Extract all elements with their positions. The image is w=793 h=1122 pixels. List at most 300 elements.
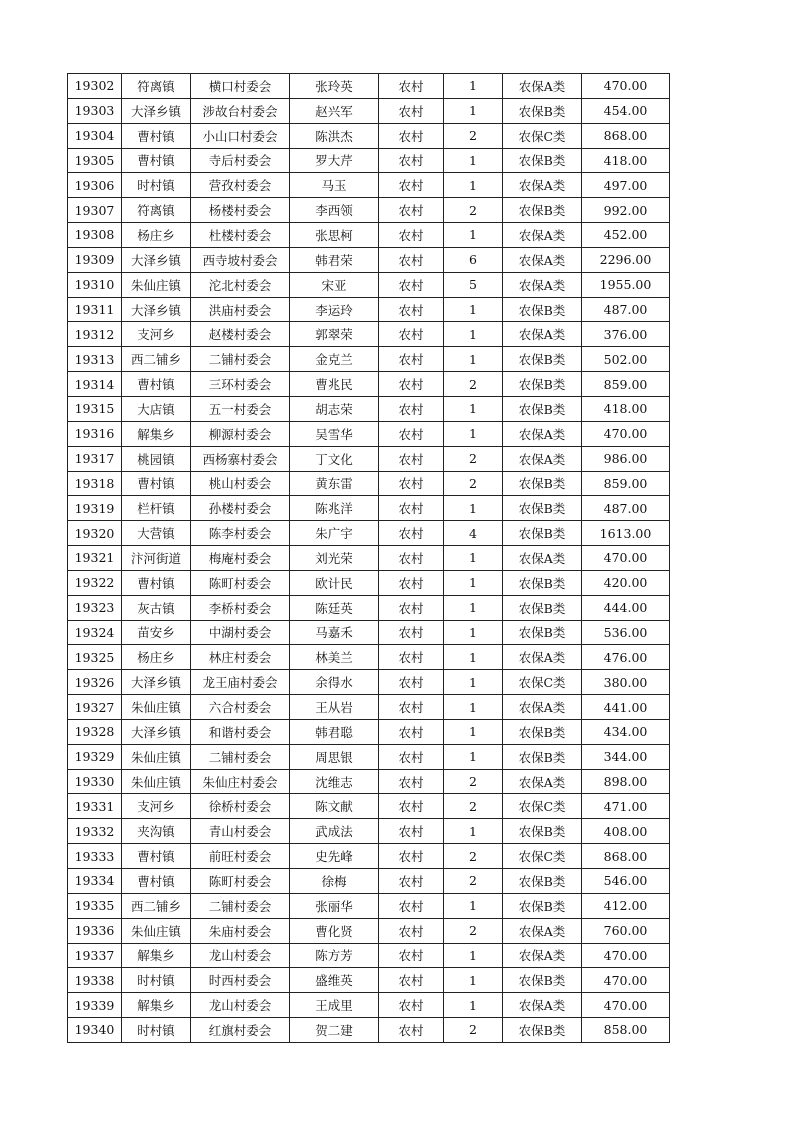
household-count-cell: 2 [444,869,503,894]
town-cell: 曹村镇 [122,123,191,148]
village-committee-cell: 营孜村委会 [191,173,290,198]
record-id-cell: 19311 [68,297,122,322]
record-id-cell: 19318 [68,471,122,496]
table-row [68,521,670,546]
area-type-cell: 农村 [379,496,444,521]
record-id-cell: 19316 [68,421,122,446]
record-id-cell: 19328 [68,719,122,744]
area-type-cell: 农村 [379,993,444,1018]
amount-cell: 452.00 [582,223,670,248]
table-row [68,844,670,869]
table-row [68,546,670,571]
record-id-cell: 19310 [68,272,122,297]
household-count-cell: 1 [444,744,503,769]
table-row [68,968,670,993]
table-row [68,272,670,297]
table-row [68,223,670,248]
household-count-cell: 1 [444,893,503,918]
household-count-cell: 1 [444,695,503,720]
town-cell: 灰古镇 [122,595,191,620]
person-name-cell: 曹兆民 [290,372,379,397]
village-committee-cell: 涉故台村委会 [191,98,290,123]
area-type-cell: 农村 [379,546,444,571]
town-cell: 曹村镇 [122,844,191,869]
household-count-cell: 2 [444,794,503,819]
person-name-cell: 王从岩 [290,695,379,720]
insurance-category-cell: 农保C类 [503,123,582,148]
record-id-cell: 19307 [68,198,122,223]
person-name-cell: 刘光荣 [290,546,379,571]
table-row [68,744,670,769]
record-id-cell: 19323 [68,595,122,620]
amount-cell: 471.00 [582,794,670,819]
town-cell: 曹村镇 [122,471,191,496]
person-name-cell: 黄东雷 [290,471,379,496]
record-id-cell: 19321 [68,546,122,571]
insurance-category-cell: 农保B类 [503,819,582,844]
person-name-cell: 吴雪华 [290,421,379,446]
person-name-cell: 徐梅 [290,869,379,894]
table-row [68,595,670,620]
village-committee-cell: 和谐村委会 [191,719,290,744]
amount-cell: 760.00 [582,918,670,943]
table-row [68,148,670,173]
area-type-cell: 农村 [379,918,444,943]
amount-cell: 546.00 [582,869,670,894]
village-committee-cell: 林庄村委会 [191,645,290,670]
record-id-cell: 19312 [68,322,122,347]
household-count-cell: 4 [444,521,503,546]
area-type-cell: 农村 [379,943,444,968]
table-row [68,719,670,744]
table-row [68,1018,670,1043]
town-cell: 西二铺乡 [122,347,191,372]
village-committee-cell: 桃山村委会 [191,471,290,496]
person-name-cell: 韩君聪 [290,719,379,744]
household-count-cell: 1 [444,819,503,844]
village-committee-cell: 六合村委会 [191,695,290,720]
area-type-cell: 农村 [379,173,444,198]
household-count-cell: 1 [444,173,503,198]
household-count-cell: 1 [444,223,503,248]
record-id-cell: 19340 [68,1018,122,1043]
record-id-cell: 19331 [68,794,122,819]
area-type-cell: 农村 [379,695,444,720]
town-cell: 大泽乡镇 [122,247,191,272]
table-row [68,198,670,223]
village-committee-cell: 二铺村委会 [191,347,290,372]
amount-cell: 470.00 [582,74,670,99]
insurance-category-cell: 农保A类 [503,645,582,670]
household-count-cell: 1 [444,148,503,173]
insurance-category-cell: 农保C类 [503,670,582,695]
village-committee-cell: 陈町村委会 [191,869,290,894]
beneficiary-table [67,73,670,1043]
record-id-cell: 19322 [68,570,122,595]
table-row [68,993,670,1018]
amount-cell: 380.00 [582,670,670,695]
village-committee-cell: 杜楼村委会 [191,223,290,248]
area-type-cell: 农村 [379,446,444,471]
area-type-cell: 农村 [379,769,444,794]
village-committee-cell: 青山村委会 [191,819,290,844]
amount-cell: 434.00 [582,719,670,744]
village-committee-cell: 孙楼村委会 [191,496,290,521]
household-count-cell: 2 [444,769,503,794]
insurance-category-cell: 农保B类 [503,869,582,894]
insurance-category-cell: 农保B类 [503,570,582,595]
household-count-cell: 2 [444,1018,503,1043]
amount-cell: 470.00 [582,993,670,1018]
table-row [68,943,670,968]
village-committee-cell: 前旺村委会 [191,844,290,869]
area-type-cell: 农村 [379,198,444,223]
household-count-cell: 1 [444,943,503,968]
insurance-category-cell: 农保A类 [503,173,582,198]
village-committee-cell: 李桥村委会 [191,595,290,620]
person-name-cell: 宋亚 [290,272,379,297]
town-cell: 夹沟镇 [122,819,191,844]
amount-cell: 470.00 [582,546,670,571]
insurance-category-cell: 农保C类 [503,844,582,869]
record-id-cell: 19335 [68,893,122,918]
household-count-cell: 1 [444,297,503,322]
person-name-cell: 余得水 [290,670,379,695]
table-row [68,173,670,198]
amount-cell: 476.00 [582,645,670,670]
person-name-cell: 林美兰 [290,645,379,670]
table-row [68,893,670,918]
person-name-cell: 陈洪杰 [290,123,379,148]
table-row [68,247,670,272]
record-id-cell: 19314 [68,372,122,397]
person-name-cell: 马玉 [290,173,379,198]
household-count-cell: 1 [444,968,503,993]
town-cell: 符离镇 [122,74,191,99]
area-type-cell: 农村 [379,844,444,869]
village-committee-cell: 横口村委会 [191,74,290,99]
area-type-cell: 农村 [379,148,444,173]
table-row [68,421,670,446]
amount-cell: 497.00 [582,173,670,198]
village-committee-cell: 西寺坡村委会 [191,247,290,272]
village-committee-cell: 五一村委会 [191,396,290,421]
town-cell: 时村镇 [122,173,191,198]
household-count-cell: 1 [444,396,503,421]
insurance-category-cell: 农保A类 [503,695,582,720]
person-name-cell: 盛维英 [290,968,379,993]
amount-cell: 898.00 [582,769,670,794]
area-type-cell: 农村 [379,521,444,546]
record-id-cell: 19306 [68,173,122,198]
record-id-cell: 19313 [68,347,122,372]
insurance-category-cell: 农保A类 [503,993,582,1018]
table-row [68,794,670,819]
area-type-cell: 农村 [379,297,444,322]
table-row [68,297,670,322]
person-name-cell: 陈廷英 [290,595,379,620]
person-name-cell: 胡志荣 [290,396,379,421]
person-name-cell: 周思银 [290,744,379,769]
person-name-cell: 郭翠荣 [290,322,379,347]
insurance-category-cell: 农保B类 [503,297,582,322]
amount-cell: 487.00 [582,496,670,521]
town-cell: 大泽乡镇 [122,670,191,695]
town-cell: 时村镇 [122,968,191,993]
table-row [68,123,670,148]
amount-cell: 418.00 [582,148,670,173]
town-cell: 桃园镇 [122,446,191,471]
household-count-cell: 2 [444,844,503,869]
table-row [68,918,670,943]
table-row [68,74,670,99]
record-id-cell: 19304 [68,123,122,148]
amount-cell: 420.00 [582,570,670,595]
record-id-cell: 19309 [68,247,122,272]
amount-cell: 444.00 [582,595,670,620]
table-row [68,670,670,695]
area-type-cell: 农村 [379,123,444,148]
amount-cell: 487.00 [582,297,670,322]
record-id-cell: 19339 [68,993,122,1018]
village-committee-cell: 杨楼村委会 [191,198,290,223]
household-count-cell: 1 [444,670,503,695]
town-cell: 大店镇 [122,396,191,421]
household-count-cell: 5 [444,272,503,297]
amount-cell: 344.00 [582,744,670,769]
person-name-cell: 罗大芹 [290,148,379,173]
area-type-cell: 农村 [379,347,444,372]
record-id-cell: 19308 [68,223,122,248]
area-type-cell: 农村 [379,893,444,918]
table-row [68,769,670,794]
area-type-cell: 农村 [379,421,444,446]
area-type-cell: 农村 [379,719,444,744]
amount-cell: 1613.00 [582,521,670,546]
record-id-cell: 19302 [68,74,122,99]
insurance-category-cell: 农保B类 [503,496,582,521]
village-committee-cell: 赵楼村委会 [191,322,290,347]
household-count-cell: 6 [444,247,503,272]
area-type-cell: 农村 [379,869,444,894]
record-id-cell: 19330 [68,769,122,794]
insurance-category-cell: 农保A类 [503,247,582,272]
insurance-category-cell: 农保A类 [503,446,582,471]
town-cell: 支河乡 [122,322,191,347]
person-name-cell: 陈方芳 [290,943,379,968]
insurance-category-cell: 农保A类 [503,272,582,297]
town-cell: 大泽乡镇 [122,98,191,123]
village-committee-cell: 二铺村委会 [191,893,290,918]
household-count-cell: 2 [444,471,503,496]
area-type-cell: 农村 [379,223,444,248]
person-name-cell: 朱广宇 [290,521,379,546]
record-id-cell: 19338 [68,968,122,993]
area-type-cell: 农村 [379,471,444,496]
person-name-cell: 马嘉禾 [290,620,379,645]
area-type-cell: 农村 [379,570,444,595]
town-cell: 解集乡 [122,943,191,968]
record-id-cell: 19334 [68,869,122,894]
insurance-category-cell: 农保A类 [503,74,582,99]
village-committee-cell: 朱庙村委会 [191,918,290,943]
amount-cell: 408.00 [582,819,670,844]
village-committee-cell: 龙山村委会 [191,943,290,968]
amount-cell: 536.00 [582,620,670,645]
area-type-cell: 农村 [379,670,444,695]
amount-cell: 376.00 [582,322,670,347]
town-cell: 杨庄乡 [122,645,191,670]
area-type-cell: 农村 [379,247,444,272]
amount-cell: 868.00 [582,844,670,869]
village-committee-cell: 柳源村委会 [191,421,290,446]
table-row [68,471,670,496]
area-type-cell: 农村 [379,744,444,769]
household-count-cell: 1 [444,98,503,123]
town-cell: 解集乡 [122,421,191,446]
insurance-category-cell: 农保B类 [503,521,582,546]
record-id-cell: 19325 [68,645,122,670]
record-id-cell: 19333 [68,844,122,869]
household-count-cell: 2 [444,918,503,943]
town-cell: 汴河街道 [122,546,191,571]
record-id-cell: 19324 [68,620,122,645]
amount-cell: 470.00 [582,943,670,968]
record-id-cell: 19327 [68,695,122,720]
area-type-cell: 农村 [379,396,444,421]
amount-cell: 868.00 [582,123,670,148]
town-cell: 大泽乡镇 [122,297,191,322]
amount-cell: 859.00 [582,471,670,496]
record-id-cell: 19337 [68,943,122,968]
insurance-category-cell: 农保B类 [503,620,582,645]
village-committee-cell: 二铺村委会 [191,744,290,769]
person-name-cell: 韩君荣 [290,247,379,272]
record-id-cell: 19319 [68,496,122,521]
insurance-category-cell: 农保B类 [503,893,582,918]
insurance-category-cell: 农保B类 [503,968,582,993]
area-type-cell: 农村 [379,322,444,347]
village-committee-cell: 朱仙庄村委会 [191,769,290,794]
person-name-cell: 史先峰 [290,844,379,869]
town-cell: 朱仙庄镇 [122,769,191,794]
area-type-cell: 农村 [379,620,444,645]
village-committee-cell: 陈町村委会 [191,570,290,595]
village-committee-cell: 小山口村委会 [191,123,290,148]
person-name-cell: 张玲英 [290,74,379,99]
household-count-cell: 1 [444,322,503,347]
village-committee-cell: 龙王庙村委会 [191,670,290,695]
town-cell: 大泽乡镇 [122,719,191,744]
household-count-cell: 2 [444,198,503,223]
area-type-cell: 农村 [379,74,444,99]
town-cell: 朱仙庄镇 [122,695,191,720]
household-count-cell: 1 [444,421,503,446]
household-count-cell: 2 [444,446,503,471]
town-cell: 苗安乡 [122,620,191,645]
insurance-category-cell: 农保A类 [503,546,582,571]
record-id-cell: 19317 [68,446,122,471]
record-id-cell: 19320 [68,521,122,546]
household-count-cell: 1 [444,570,503,595]
town-cell: 西二铺乡 [122,893,191,918]
record-id-cell: 19315 [68,396,122,421]
insurance-category-cell: 农保A类 [503,918,582,943]
village-committee-cell: 西杨寨村委会 [191,446,290,471]
town-cell: 时村镇 [122,1018,191,1043]
table-row [68,496,670,521]
household-count-cell: 1 [444,496,503,521]
record-id-cell: 19332 [68,819,122,844]
person-name-cell: 王成里 [290,993,379,1018]
household-count-cell: 1 [444,719,503,744]
insurance-category-cell: 农保B类 [503,471,582,496]
table-body [68,74,670,1043]
amount-cell: 2296.00 [582,247,670,272]
record-id-cell: 19336 [68,918,122,943]
table-row [68,322,670,347]
household-count-cell: 1 [444,620,503,645]
table-row [68,819,670,844]
person-name-cell: 李运玲 [290,297,379,322]
person-name-cell: 张丽华 [290,893,379,918]
table-row [68,620,670,645]
town-cell: 解集乡 [122,993,191,1018]
table-row [68,869,670,894]
person-name-cell: 金克兰 [290,347,379,372]
insurance-category-cell: 农保B类 [503,744,582,769]
person-name-cell: 陈文献 [290,794,379,819]
area-type-cell: 农村 [379,372,444,397]
town-cell: 栏杆镇 [122,496,191,521]
village-committee-cell: 三环村委会 [191,372,290,397]
village-committee-cell: 洪庙村委会 [191,297,290,322]
person-name-cell: 陈兆洋 [290,496,379,521]
table-row [68,446,670,471]
insurance-category-cell: 农保B类 [503,719,582,744]
insurance-category-cell: 农保B类 [503,198,582,223]
amount-cell: 992.00 [582,198,670,223]
insurance-category-cell: 农保A类 [503,322,582,347]
insurance-category-cell: 农保B类 [503,347,582,372]
area-type-cell: 农村 [379,272,444,297]
person-name-cell: 欧计民 [290,570,379,595]
household-count-cell: 1 [444,645,503,670]
area-type-cell: 农村 [379,968,444,993]
insurance-category-cell: 农保B类 [503,396,582,421]
area-type-cell: 农村 [379,794,444,819]
village-committee-cell: 龙山村委会 [191,993,290,1018]
table-row [68,645,670,670]
person-name-cell: 赵兴军 [290,98,379,123]
record-id-cell: 19303 [68,98,122,123]
insurance-category-cell: 农保A类 [503,769,582,794]
person-name-cell: 贺二建 [290,1018,379,1043]
amount-cell: 1955.00 [582,272,670,297]
village-committee-cell: 陈李村委会 [191,521,290,546]
insurance-category-cell: 农保B类 [503,595,582,620]
person-name-cell: 武成法 [290,819,379,844]
household-count-cell: 2 [444,123,503,148]
person-name-cell: 沈维志 [290,769,379,794]
insurance-category-cell: 农保C类 [503,794,582,819]
amount-cell: 859.00 [582,372,670,397]
town-cell: 朱仙庄镇 [122,918,191,943]
town-cell: 曹村镇 [122,570,191,595]
household-count-cell: 1 [444,74,503,99]
table-row [68,396,670,421]
insurance-category-cell: 农保B类 [503,148,582,173]
